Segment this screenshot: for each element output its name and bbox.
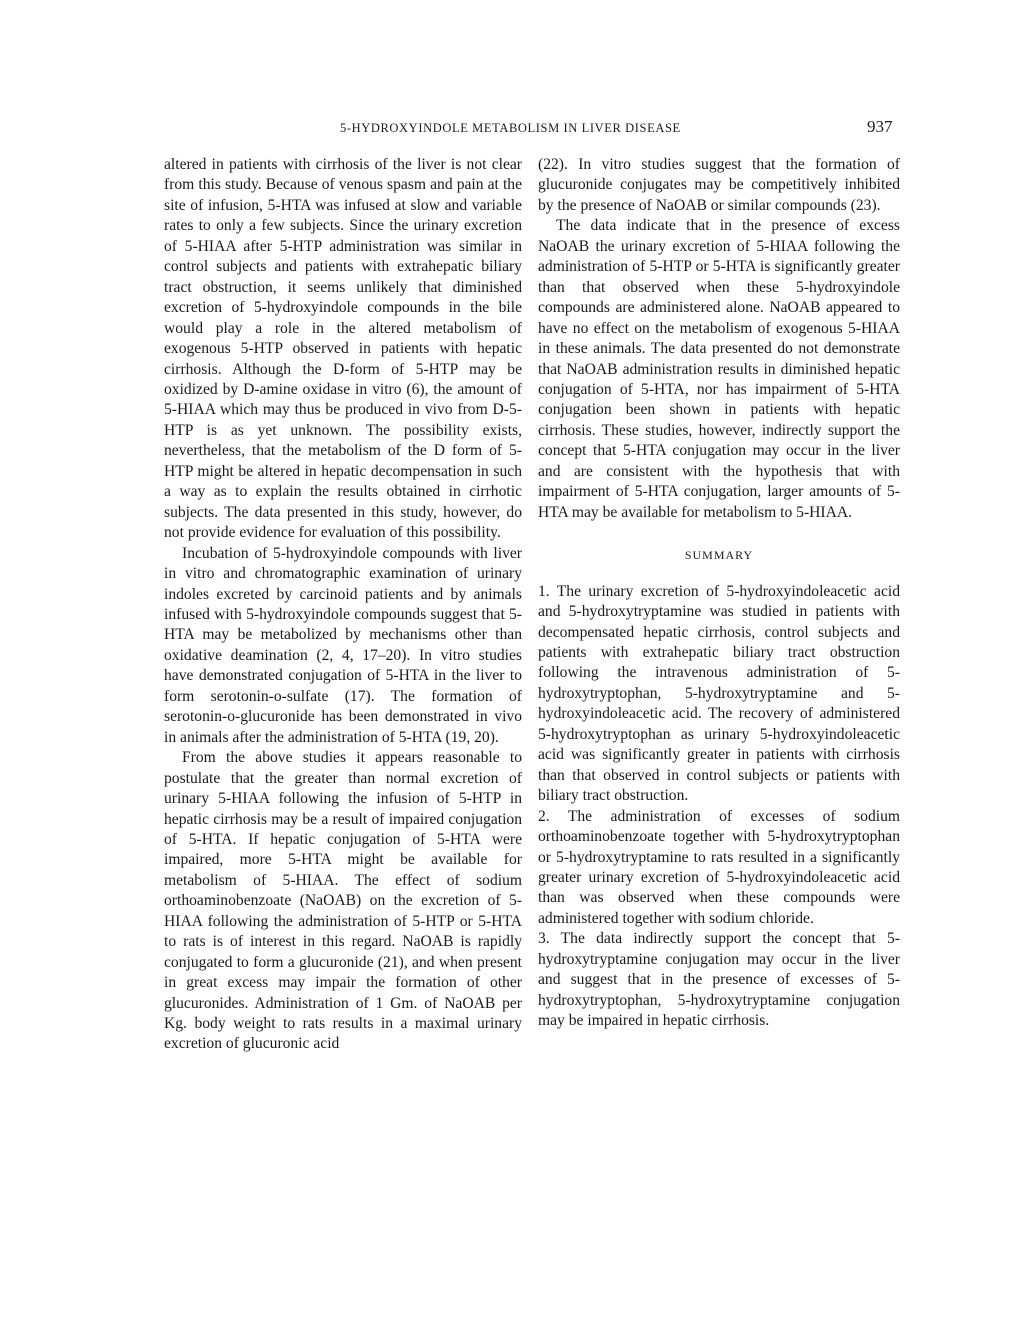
left-column — [164, 155, 522, 1055]
left-paragraph-2: Incubation of 5-hydroxyindole compounds with liver in vitro and chromatographic examination of urinary indoles excreted by carcinoid patients and by animals infused with 5-hydroxyindole compounds suggest that 5-HTA may be metabolized by mechanisms other than oxidative deamination (2, 4, 17–20). In vitro studies have demonstrated conjugation of 5-HTA in the liver to form serotonin-o-sulfate (17). The formation of serotonin-o-glucuronide has been demonstrated in vivo in animals after the administration of 5-HTA (19, 20). — [164, 544, 522, 746]
right-column — [538, 155, 900, 1032]
left-paragraph-1: altered in patients with cirrhosis of the liver is not clear from this study. Because of venous spasm and pain at the site of infusion, 5-HTA was infused at slow and variable rates to only a few subjects. Since the urinary excretion of 5-HIAA after 5-HTP administration was similar in control subjects and patients with extrahepatic biliary tract obstruction, it seems unlikely that diminished excretion of 5-hydroxyindole compounds in the bile would play a role in the altered metabolism of exogenous 5-HTP observed in patients with hepatic cirrhosis. Although the D-form of 5-HTP may be oxidized by D-amine oxidase in vitro (6), the amount of 5-HIAA which may thus be produced in vivo from D-5-HTP is as yet unknown. The possibility exists, nevertheless, that the metabolism of the D form of 5-HTP might be altered in hepatic decompensation in such a way as to explain the results obtained in cirrhotic subjects. The data presented in this study, however, do not provide evidence for evaluation of this possibility. — [164, 156, 522, 542]
summary-heading: SUMMARY — [684, 548, 754, 563]
left-paragraph-3: From the above studies it appears reasonable to postulate that the greater than normal excretion of urinary 5-HIAA following the infusion of 5-HTP in hepatic cirrhosis may be a result of impaired conjugation of 5-HTA. If hepatic conjugation of 5-HTA were impaired, more 5-HTA might be available for metabolism of 5-HIAA. The effect of sodium orthoaminobenzoate (NaOAB) on the excretion of 5-HIAA following the administration of 5-HTP or 5-HTA to rats is of interest in this regard. NaOAB is rapidly conjugated to form a glucuronide (21), and when present in great excess may impair the formation of other glucuronides. Administration of 1 Gm. of NaOAB per Kg. body weight to rats results in a maximal urinary excretion of glucuronic acid — [164, 749, 522, 1053]
running-head: 5-HYDROXYINDOLE METABOLISM IN LIVER DISEASE — [340, 121, 681, 135]
right-paragraph-2: The data indicate that in the presence of excess NaOAB the urinary excretion of 5-HIAA following the administration of 5-HTP or 5-HTA is significantly greater than that observed when these 5-hydroxyindole compounds are administered alone. NaOAB appeared to have no effect on the metabolism of exogenous 5-HIAA in these animals. The data presented do not demonstrate that NaOAB administration results in diminished hepatic conjugation of 5-HTA, nor has impairment of 5-HTA conjugation been shown in patients with hepatic cirrhosis. These studies, however, indirectly support the concept that 5-HTA conjugation may occur in the liver and are consistent with the hypothesis that with impairment of 5-HTA conjugation, larger amounts of 5-HTA may be available for metabolism to 5-HIAA. — [538, 217, 900, 521]
right-paragraph-1: (22). In vitro studies suggest that the formation of glucuronide conjugates may be competitively inhibited by the presence of NaOAB or similar compounds (23). — [538, 156, 900, 214]
page-number: 937 — [867, 117, 893, 136]
summary-item-1: 1. The urinary excretion of 5-hydroxyindoleacetic acid and 5-hydroxytryptamine was studied in patients with decompensated hepatic cirrhosis, control subjects and patients with extrahepatic biliary tract obstruction following the intravenous administration of 5-hydroxytryptophan, 5-hydroxytryptamine and 5-hydroxyindoleacetic acid. The recovery of administered 5-hydroxytryptophan as urinary 5-hydroxyindoleacetic acid was significantly greater in patients with cirrhosis than that observed in control subjects or patients with biliary tract obstruction. — [538, 582, 900, 805]
summary-item-2: 2. The administration of excesses of sodium orthoaminobenzoate together with 5-hydroxytryptophan or 5-hydroxytryptamine to rats resulted in a significantly greater urinary excretion of 5-hydroxyindoleacetic acid than was observed when these compounds were administered together with sodium chloride. — [538, 807, 900, 927]
summary-item-3: 3. The data indirectly support the concept that 5-hydroxytryptamine conjugation may occur in the liver and suggest that in the presence of excesses of 5-hydroxytryptophan, 5-hydroxytryptamine conjugation may be impaired in hepatic cirrhosis. — [538, 930, 900, 1030]
